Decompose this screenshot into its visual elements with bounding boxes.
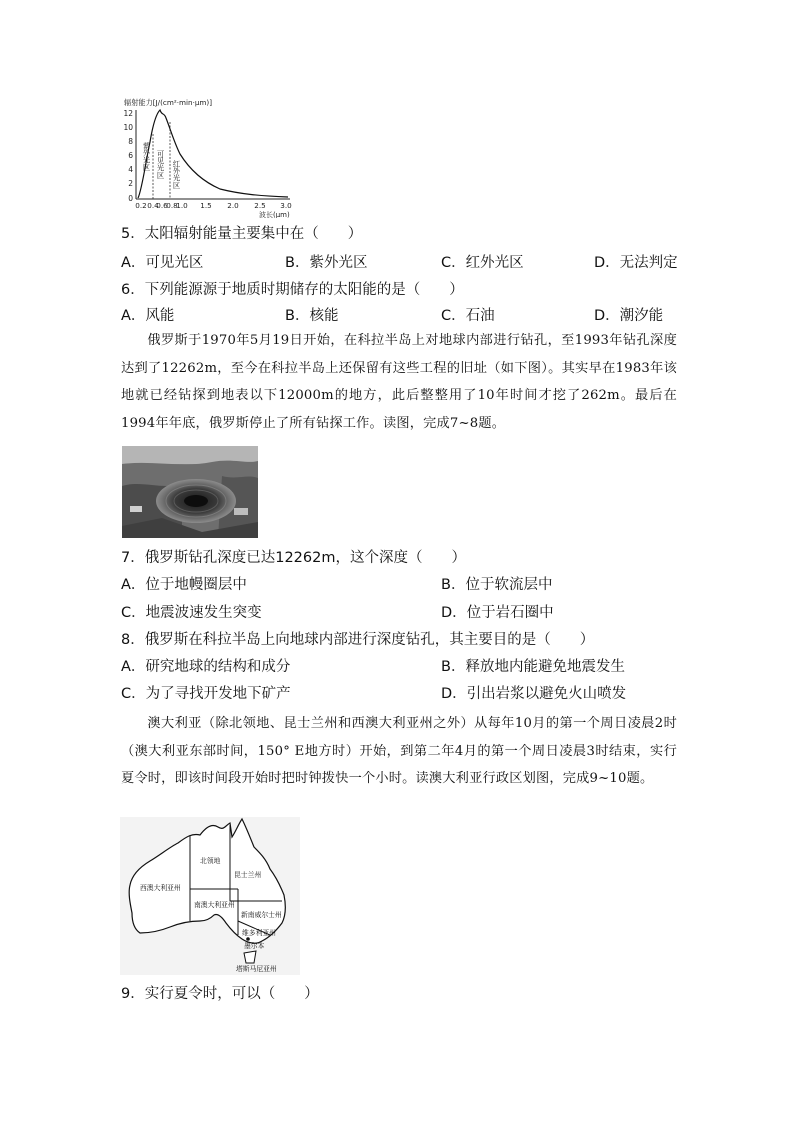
svg-text:2.5: 2.5 [254,201,266,210]
svg-text:0.2: 0.2 [135,201,147,210]
q5-option-d: D．无法判定 [594,255,678,271]
tasmania-shape [244,951,256,963]
svg-text:8: 8 [128,137,133,146]
label-nt: 北领地 [200,857,221,865]
q8-option-a: A．研究地球的结构和成分 [121,659,291,675]
svg-text:2.0: 2.0 [227,201,239,210]
svg-text:12: 12 [123,109,133,118]
q7-option-a: A．位于地幔圈层中 [121,577,247,593]
label-wa: 西澳大利亚州 [140,884,181,892]
q6-option-b: B．核能 [285,308,339,324]
question-7: 7．俄罗斯钻孔深度已达12262m，这个深度（ ） [121,550,466,566]
svg-text:0: 0 [128,194,133,203]
region-uv-label: 紫外光区 [142,142,152,171]
kola-borehole-photo [122,446,258,538]
question-9: 9．实行夏令时，可以（ ） [121,986,319,1002]
svg-text:10: 10 [123,123,133,132]
australia-map [120,817,300,975]
q8-option-c: C．为了寻找开发地下矿产 [121,686,291,702]
y-ticks [123,109,133,203]
svg-text:0.6: 0.6 [156,201,168,210]
svg-text:1.0: 1.0 [176,201,188,210]
svg-text:3.0: 3.0 [280,201,292,210]
svg-text:2: 2 [128,179,133,188]
label-nsw: 新南威尔士州 [241,911,282,919]
svg-text:1.5: 1.5 [200,201,212,210]
svg-text:0.8: 0.8 [166,201,178,210]
x-ticks [135,201,292,210]
chart-xlabel: 波长(μm) [259,211,290,218]
solar-spectrum-chart [120,94,296,218]
svg-text:0.4: 0.4 [147,201,159,210]
passage-2-text: 澳大利亚（除北领地、昆士兰州和西澳大利亚州之外）从每年10月的第一个周日凌晨2时（澳大利亚东部时间，150° E地方时）开始，到第二年4月的第一个周日凌晨3时结束，实行夏令时，即该时间段开始时把时钟拨快一个小时。读澳大利亚行政区划图，完成9~10题。 [121,716,677,786]
region-ir-label: 红外光区 [172,160,182,189]
q5-option-a: A．可见光区 [121,255,204,271]
label-melbourne: 墨尔本 [244,942,265,950]
q6-option-a: A．风能 [121,308,175,324]
label-sa: 南澳大利亚州 [194,901,235,909]
q7-option-c: C．地震波速发生突变 [121,605,262,621]
chart-ylabel: 辐射能力[J/(cm²·min·μm)] [124,98,213,107]
q8-option-b: B．释放地内能避免地震发生 [441,659,625,675]
region-vis-label: 可见光区 [156,150,166,179]
q5-option-c: C．红外光区 [441,255,524,271]
label-tas: 塔斯马尼亚州 [236,965,277,973]
svg-text:6: 6 [128,151,133,160]
question-8: 8．俄罗斯在科拉半岛上向地球内部进行深度钻孔，其主要目的是（ ） [121,632,595,648]
q6-option-c: C．石油 [441,308,495,324]
q7-option-b: B．位于软流层中 [441,577,553,593]
label-vic: 维多利亚州 [242,929,276,937]
passage-australia-dst [121,710,677,793]
svg-text:4: 4 [128,165,133,174]
q6-option-d: D．潮汐能 [594,308,664,324]
passage-1-text: 俄罗斯于1970年5月19日开始，在科拉半岛上对地球内部进行钻孔，至1993年钻孔深度达到了12262m，至今在科拉半岛上还保留有这些工程的旧址（如下图）。其实早在1983年该地就已经钻探到地表以下12000m的地方，此后整整用了10年时间才挖了262m。最后在1994年年底，俄罗斯停止了所有钻探工作。读图，完成7~8题。 [121,333,677,431]
q7-option-d: D．位于岩石圈中 [441,605,554,621]
question-6: 6．下列能源源于地质时期储存的太阳能的是（ ） [121,282,464,298]
label-qld: 昆士兰州 [234,871,262,879]
q5-option-b: B．紫外光区 [285,255,368,271]
passage-kola-drilling [121,327,677,437]
q8-option-d: D．引出岩浆以避免火山喷发 [441,686,627,702]
question-5: 5．太阳辐射能量主要集中在（ ） [121,226,363,242]
melbourne-dot [246,937,250,941]
